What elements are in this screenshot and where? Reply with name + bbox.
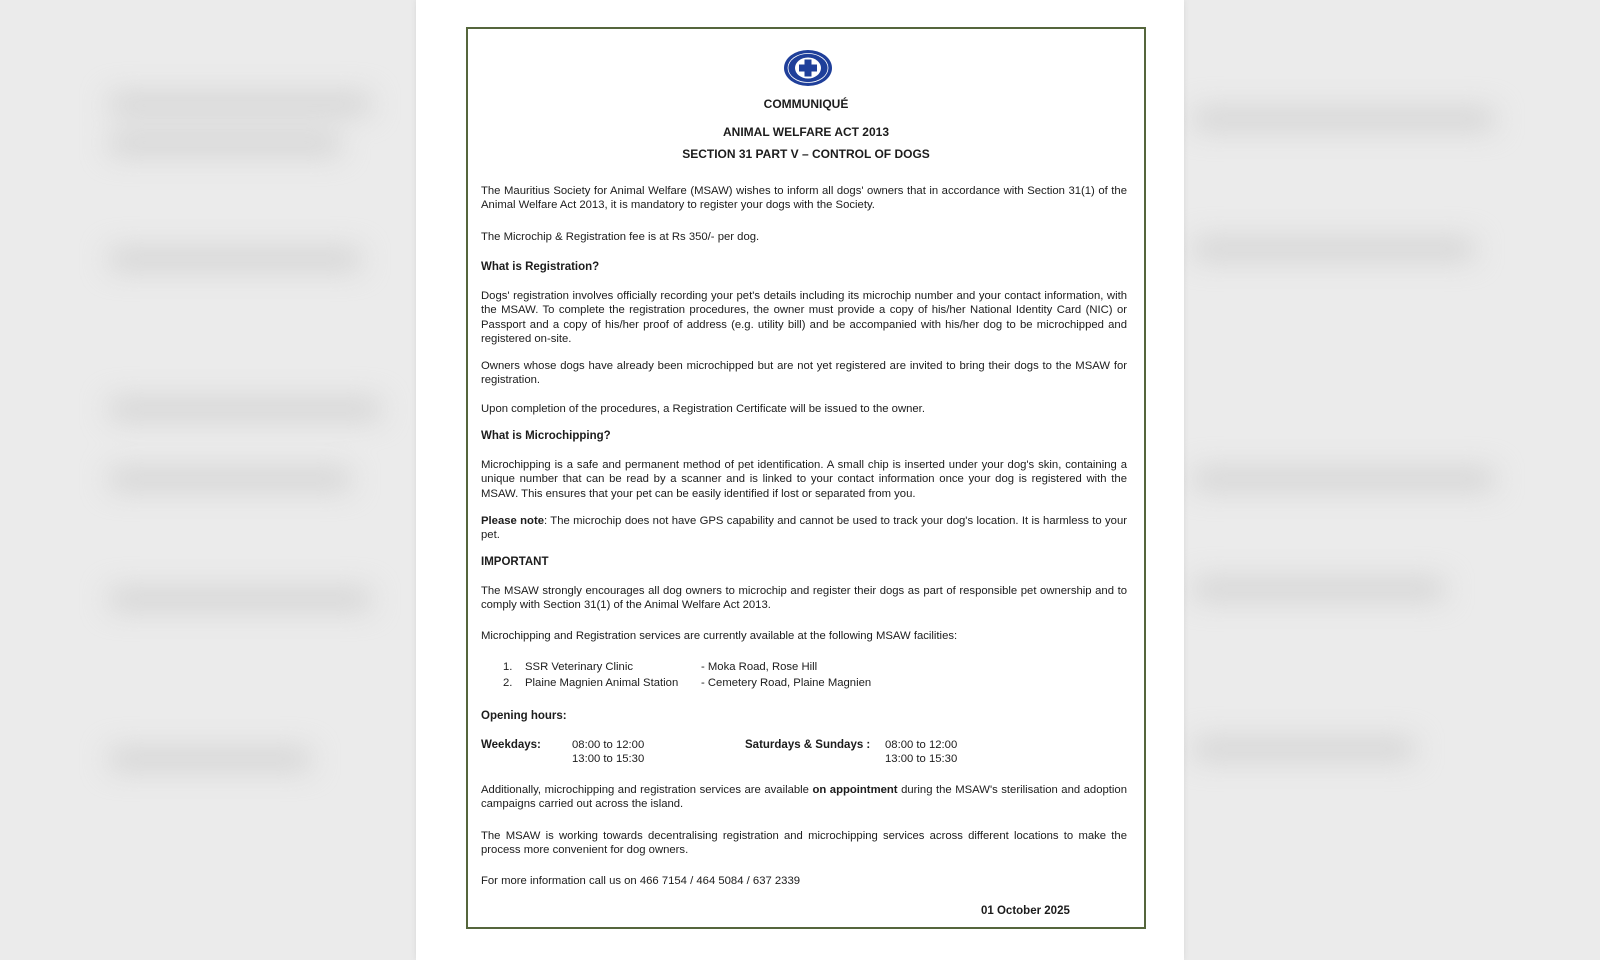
weekdays-label: Weekdays: <box>481 739 541 751</box>
facilities-intro: Microchipping and Registration services are currently available at the following MSAW facilities: <box>481 630 958 642</box>
note-text: : The microchip does not have GPS capability and cannot be used to track your dog's location. It is harmless to your pet. <box>481 515 1127 542</box>
weekend-label: Saturdays & Sundays : <box>745 739 871 751</box>
msaw-logo-icon <box>782 48 834 88</box>
intro-paragraph: The Mauritius Society for Animal Welfare (MSAW) wishes to inform all dogs' owners that in accordance with Section 31(1) of the Animal Welfare Act 2013, it is mandatory to register your dogs with the Society. <box>481 185 1127 212</box>
weekend-hours-afternoon: 13:00 to 15:30 <box>885 753 958 765</box>
microchipping-heading: What is Microchipping? <box>481 430 611 442</box>
act-title: ANIMAL WELFARE ACT 2013 <box>722 125 890 139</box>
communique-date: 01 October 2025 <box>981 905 1070 917</box>
communique-frame <box>466 27 1146 929</box>
document-page <box>416 0 1184 960</box>
important-heading: IMPORTANT <box>481 556 549 568</box>
contact-line: For more information call us on 466 7154 / 464 5084 / 637 2339 <box>481 875 801 887</box>
appointment-paragraph <box>481 783 1127 812</box>
note-paragraph <box>481 514 1127 543</box>
weekdays-hours-morning: 08:00 to 12:00 <box>572 739 645 751</box>
weekend-hours-morning: 08:00 to 12:00 <box>885 739 958 751</box>
section-title: SECTION 31 PART V – CONTROL OF DOGS <box>682 147 930 161</box>
facility-2-name: Plaine Magnien Animal Station <box>525 677 679 689</box>
appointment-text-post: during the MSAW's sterilisation and adoption campaigns carried out across the island. <box>481 784 1127 811</box>
registration-paragraph-3: Upon completion of the procedures, a Registration Certificate will be issued to the owner. <box>481 403 925 415</box>
facility-2-number: 2. <box>503 677 513 689</box>
fee-paragraph: The Microchip & Registration fee is at Rs 350/- per dog. <box>481 231 760 243</box>
opening-hours-heading: Opening hours: <box>481 710 567 722</box>
microchipping-paragraph: Microchipping is a safe and permanent method of pet identification. A small chip is inserted under your dog's skin, containing a unique number that can be read by a scanner and is linked to your contact information once your dog is registered with the MSAW. This ensures that your pet can be easily identified if lost or separated from you. <box>481 459 1127 500</box>
weekdays-hours-afternoon: 13:00 to 15:30 <box>572 753 645 765</box>
facility-1-number: 1. <box>503 661 513 673</box>
appointment-text-pre: Additionally, microchipping and registration services are available <box>481 784 813 796</box>
registration-paragraph-2: Owners whose dogs have already been microchipped but are not yet registered are invited to bring their dogs to the MSAW for registration. <box>481 360 1127 387</box>
decentralising-paragraph: The MSAW is working towards decentralising registration and microchipping services across different locations to make the process more convenient for dog owners. <box>481 830 1127 857</box>
blurred-right-panel <box>1184 0 1600 960</box>
registration-heading: What is Registration? <box>481 261 600 273</box>
facility-2-location: - Cemetery Road, Plaine Magnien <box>701 677 872 689</box>
registration-paragraph-1: Dogs' registration involves officially recording your pet's details including its microchip number and your contact information, with the MSAW. To complete the registration procedures, the owner must provide a copy of his/her National Identity Card (NIC) or Passport and a copy of his/her proof of address (e.g. utility bill) and be accompanied with his/her dog to be microchipped and registered on-site. <box>481 290 1127 346</box>
note-label: Please note <box>481 515 545 527</box>
facility-1-location: - Moka Road, Rose Hill <box>701 661 818 673</box>
important-paragraph: The MSAW strongly encourages all dog owners to microchip and register their dogs as part of responsible pet ownership and to comply with Section 31(1) of the Animal Welfare Act 2013. <box>481 585 1127 612</box>
communique-heading: COMMUNIQUÉ <box>763 97 849 111</box>
appointment-bold: on appointment <box>812 784 898 796</box>
facility-1-name: SSR Veterinary Clinic <box>525 661 633 673</box>
blurred-left-panel <box>0 0 416 960</box>
